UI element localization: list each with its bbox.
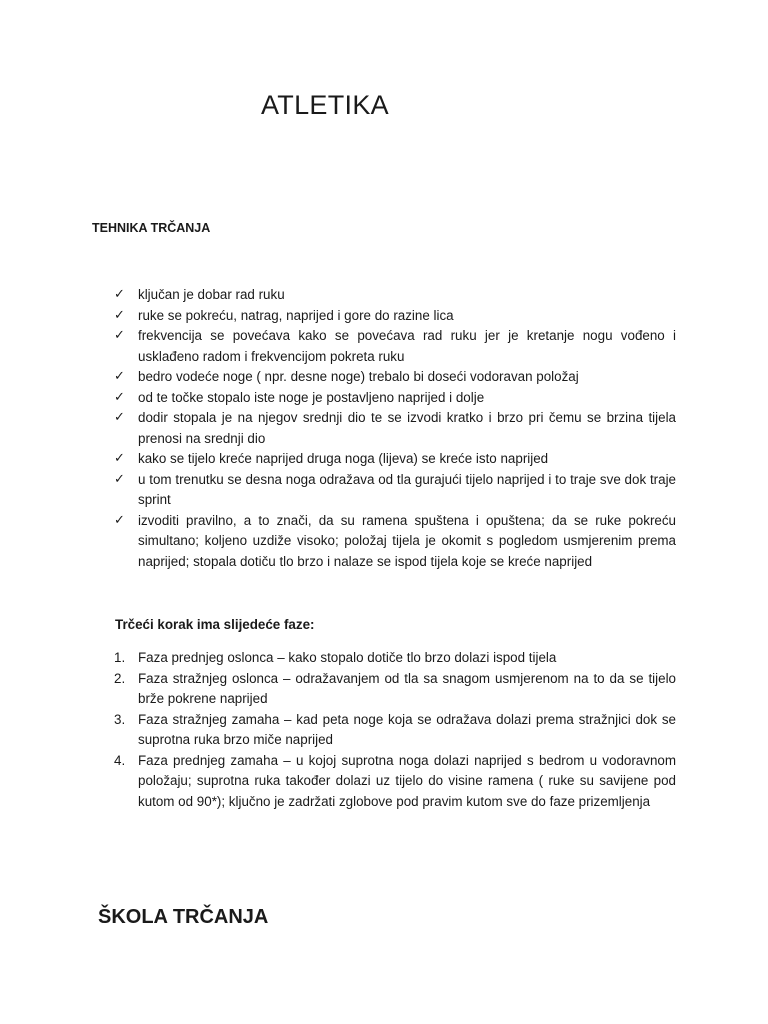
page-title: ATLETIKA [261, 90, 389, 120]
check-icon: ✓ [114, 328, 125, 343]
check-icon: ✓ [114, 451, 125, 466]
check-icon: ✓ [114, 410, 125, 425]
list-item-text: od te točke stopalo iste noge je postavljeno naprijed i dolje [138, 389, 485, 405]
list-item-text: bedro vodeće noge ( npr. desne noge) trebalo bi doseći vodoravan položaj [138, 369, 579, 384]
list-item-text: u tom trenutku se desna noga odražava od tla gurajući tijelo naprijed i to traje sve dok traje sprint [138, 471, 676, 507]
list-item [114, 285, 676, 306]
list-item-text: dodir stopala je na njegov srednji dio te se izvodi kratko i brzo pri čemu se brzina tijela prenosi na srednji dio [138, 410, 676, 446]
list-item-text: ruke se pokreću, natrag, naprijed i gore do razine lica [138, 307, 454, 323]
list-item [114, 408, 676, 449]
list-item [114, 388, 676, 409]
list-item-text: Faza stražnjeg oslonca – odražavanjem od tla sa snagom usmjerenom na to da se tijelo brže pokrene naprijed [138, 670, 676, 706]
list-item [114, 306, 676, 327]
list-item [114, 648, 676, 669]
list-item [114, 511, 676, 573]
check-icon: ✓ [114, 307, 125, 323]
check-icon: ✓ [114, 369, 125, 384]
list-item-text: ključan je dobar rad ruku [138, 287, 285, 302]
check-icon: ✓ [114, 389, 125, 405]
bottom-heading: ŠKOLA TRČANJA [98, 906, 269, 928]
technique-checklist [114, 285, 676, 572]
list-item-text: izvoditi pravilno, a to znači, da su ramena spuštena i opuštena; da se ruke pokreću simultano; koljeno uzdiže visoko; položaj tijela je okomit s pogledom usmjerenim prema naprijed; stopala dotiču tlo brzo i nalaze se ispod tijela koje se kreće naprijed [138, 512, 676, 569]
list-item-text: kako se tijelo kreće naprijed druga noga (lijeva) se kreće isto naprijed [138, 451, 549, 466]
section-heading: TEHNIKA TRČANJA [92, 221, 211, 235]
list-item-text: Faza stražnjeg zamaha – kad peta noge koja se odražava dolazi prema stražnjici dok se suprotna ruka brzo miče naprijed [138, 711, 676, 747]
list-number: 2. [114, 670, 126, 686]
phases-list [114, 648, 676, 812]
list-number: 4. [114, 752, 126, 768]
list-item [114, 367, 676, 388]
list-item-text: Faza prednjeg zamaha – u kojoj suprotna noga dolazi naprijed s bedrom u vodoravnom položaju; suprotna ruka također dolazi uz tijelo do visine ramena ( ruke su savijene pod kutom od 90*); ključno je zadržati zglobove pod pravim kutom sve do faze prizemljenja [138, 752, 676, 809]
list-item-text: Faza prednjeg oslonca – kako stopalo dotiče tlo brzo dolazi ispod tijela [138, 650, 557, 665]
list-number: 3. [114, 711, 126, 727]
list-item-text: frekvencija se povećava kako se povećava rad ruku jer je kretanje nogu vođeno i usklađeno radom i frekvencijom pokreta ruku [138, 328, 676, 364]
list-item [114, 751, 676, 813]
list-item [114, 669, 676, 710]
check-icon: ✓ [114, 287, 125, 302]
check-icon: ✓ [114, 471, 125, 487]
check-icon: ✓ [114, 512, 125, 528]
list-item [114, 470, 676, 511]
list-item [114, 449, 676, 470]
list-item [114, 710, 676, 751]
list-number: 1. [114, 650, 126, 665]
phases-heading: Trčeći korak ima slijedeće faze: [115, 617, 315, 632]
list-item [114, 326, 676, 367]
